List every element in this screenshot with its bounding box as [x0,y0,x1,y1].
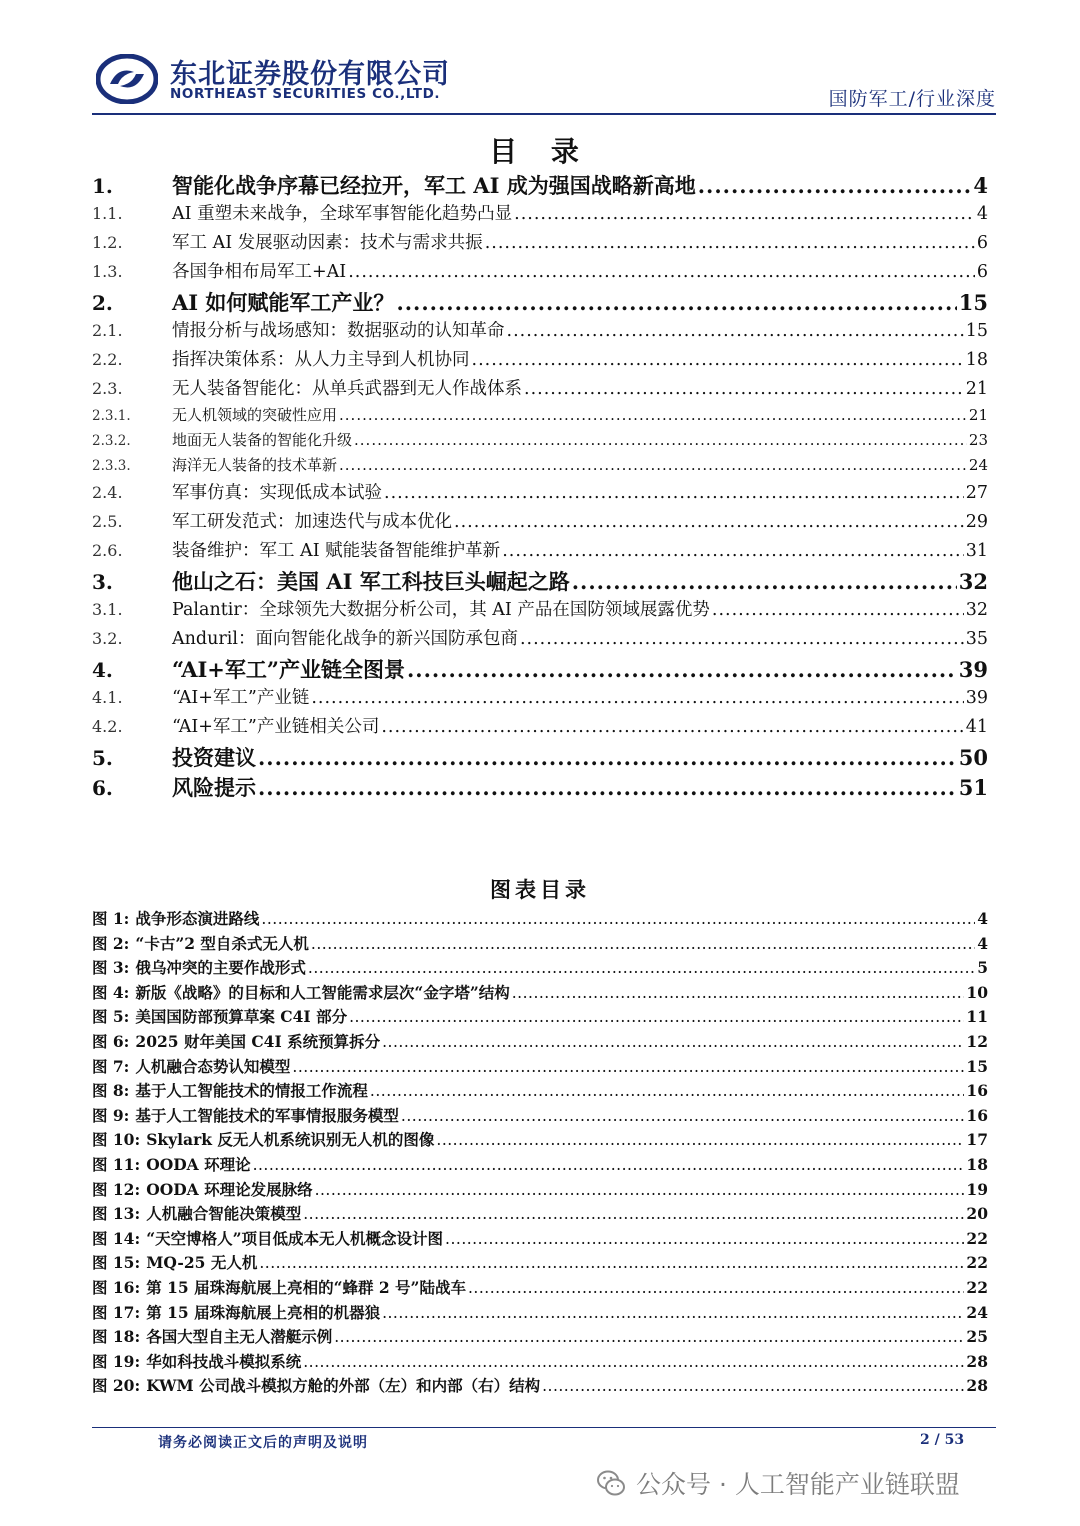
figure-leader-dots [303,1353,964,1371]
toc-entry-title: 他山之石：美国 AI 军工科技巨头崛起之路 [172,569,570,594]
toc-entry[interactable] [92,200,988,229]
figure-entry-page: 19 [966,1179,988,1199]
toc-entry[interactable] [92,684,988,713]
toc-leader-dots [712,600,964,620]
figure-entry-label: 图 6: [92,1031,130,1051]
figure-entry-page: 17 [966,1130,988,1150]
figure-leader-dots [334,1328,964,1346]
toc-entry-title: AI 重塑未来战争，全球军事智能化趋势凸显 [172,204,513,224]
figure-entry[interactable] [92,1030,988,1055]
figure-leader-dots [308,959,975,977]
figure-entry-title: OODA 环理论发展脉络 [146,1179,313,1199]
toc-leader-dots [572,569,957,594]
toc-entry-number: 2.3. [92,379,123,398]
toc-leader-dots [384,483,964,503]
figure-entry[interactable] [92,1276,988,1301]
figure-entry-title: 新版《战略》的目标和人工智能需求层次“金字塔”结构 [135,982,510,1002]
toc-entry-number: 2.2. [92,350,123,369]
figure-entry-title: 人机融合智能决策模型 [146,1204,302,1224]
toc-entry-page: 50 [958,745,988,770]
figure-leader-dots [542,1377,964,1395]
figure-entry-title: 各国大型自主无人潜艇示例 [146,1327,333,1347]
figure-leader-dots [349,1008,964,1026]
figure-list [92,907,988,1399]
toc-entry-title: 地面无人装备的智能化升级 [172,431,353,449]
figure-entry-page: 16 [966,1081,988,1101]
figure-entry[interactable] [92,1079,988,1104]
figure-entry[interactable] [92,932,988,957]
toc-entry-number: 1.3. [92,262,123,281]
toc-entry-page: 6 [976,233,988,253]
toc-entry[interactable] [92,170,988,200]
toc-entry-number: 6. [92,776,113,800]
toc-entry-title: 指挥决策体系：从人力主导到人机协同 [172,350,470,370]
figure-entry[interactable] [92,1202,988,1227]
figure-entry-page: 10 [966,982,988,1002]
figure-entry[interactable] [92,907,988,932]
figure-entry-label: 图 14: [92,1228,141,1248]
toc-entry-title: 情报分析与战场感知：数据驱动的认知革命 [172,321,505,341]
toc-leader-dots [381,717,963,737]
figure-entry-page: 28 [966,1376,988,1396]
toc-entry-number: 3. [92,570,113,594]
figure-entry-page: 11 [966,1007,988,1027]
page-number: 2 / 53 [920,1432,965,1448]
figure-entry-label: 图 11: [92,1154,141,1174]
figure-entry-title: 人机融合态势认知模型 [135,1056,291,1076]
toc-entry-number: 2.1. [92,321,123,340]
toc-entry[interactable] [92,537,988,566]
figure-entry-label: 图 13: [92,1204,141,1224]
toc-entry-number: 1.1. [92,204,123,223]
toc-entry-title: 投资建议 [172,745,256,770]
toc-entry-number: 4.2. [92,717,123,736]
figure-leader-dots [261,910,975,928]
toc-entry-page: 51 [958,775,988,800]
toc-entry-number: 2.5. [92,512,123,531]
toc-leader-dots [339,406,967,424]
toc-entry-number: 2.3.1. [92,408,131,424]
figure-entry-title: 美国国防部预算草案 C4I 部分 [135,1007,348,1027]
toc-entry-title: 无人装备智能化：从单兵武器到无人作战体系 [172,379,522,399]
figure-entry-page: 4 [977,933,988,953]
toc-leader-dots [485,233,975,253]
toc-entry-number: 2.3.2. [92,433,131,449]
toc-entry-number: 1.2. [92,233,123,252]
toc-entry-title: 各国争相布局军工+AI [172,262,347,282]
toc-entry-title: Anduril：面向智能化战争的新兴国防承包商 [172,629,518,649]
figure-entry-label: 图 2: [92,933,130,953]
figure-entry-label: 图 19: [92,1351,141,1371]
figure-entry-label: 图 3: [92,958,130,978]
northeast-securities-logo-icon [96,54,158,104]
toc-entry-title: 风险提示 [172,775,256,800]
figure-leader-dots [311,935,975,953]
toc-entry-title: 军工研发范式：加速迭代与成本优化 [172,512,452,532]
toc-leader-dots [354,431,967,449]
figure-leader-dots [382,1033,964,1051]
toc-entry[interactable] [92,625,988,654]
toc-entry-page: 32 [958,569,988,594]
toc-entry[interactable] [92,596,988,625]
figure-entry-page: 22 [966,1277,988,1297]
toc-entry-page: 4 [976,204,988,224]
figure-entry-label: 图 18: [92,1327,141,1347]
figure-entry-page: 15 [966,1056,988,1076]
toc-entry[interactable] [92,429,988,454]
toc-leader-dots [507,321,964,341]
toc-entry[interactable] [92,287,988,317]
toc-leader-dots [258,745,957,770]
figure-entry-page: 12 [966,1031,988,1051]
figure-entry-title: OODA 环理论 [146,1154,251,1174]
figure-entry-page: 5 [977,958,988,978]
toc-entry-page: 4 [973,173,988,198]
figure-list-title: 图表目录 [490,877,590,902]
toc-leader-dots [311,688,963,708]
toc-leader-dots [520,629,964,649]
footer-divider [92,1427,996,1428]
figure-entry[interactable] [92,1005,988,1030]
figure-entry-title: 第 15 届珠海航展上亮相的机器狼 [146,1302,381,1322]
toc-entry-title: Palantir：全球领先大数据分析公司，其 AI 产品在国防领域展露优势 [172,600,710,620]
toc-entry-number: 5. [92,746,113,770]
toc-leader-dots [258,775,957,800]
figure-entry-page: 22 [966,1228,988,1248]
toc-leader-dots [502,541,964,561]
figure-entry-label: 图 16: [92,1277,141,1297]
toc-entry[interactable] [92,566,988,596]
figure-entry-page: 28 [966,1351,988,1371]
toc-entry-number: 4.1. [92,688,123,707]
toc-entry-number: 3.1. [92,600,123,619]
toc-entry-title: “AI+军工”产业链相关公司 [172,717,380,737]
figure-entry-title: 第 15 届珠海航展上亮相的“蜂群 2 号”陆战车 [146,1277,466,1297]
toc-entry[interactable] [92,654,988,684]
toc-entry[interactable] [92,258,988,287]
figure-entry-label: 图 5: [92,1007,130,1027]
toc-entry-title: “AI+军工”产业链全图景 [172,657,405,682]
toc-entry-page: 21 [968,406,988,424]
figure-entry-title: Skylark 反无人机系统识别无人机的图像 [146,1130,435,1150]
figure-entry-label: 图 10: [92,1130,141,1150]
toc-entry-title: 装备维护：军工 AI 赋能装备智能维护革新 [172,541,501,561]
toc-entry-number: 2. [92,291,113,315]
toc-leader-dots [514,204,975,224]
figure-leader-dots [370,1082,965,1100]
toc-entry[interactable] [92,454,988,479]
figure-entry[interactable] [92,1055,988,1080]
figure-entry-label: 图 1: [92,909,130,928]
figure-entry-title: 战争形态演进路线 [135,909,260,928]
toc-entry[interactable] [92,229,988,258]
toc-entry[interactable] [92,317,988,346]
toc-entry-page: 39 [958,657,988,682]
figure-leader-dots [303,1205,964,1223]
figure-entry-page: 4 [977,909,988,928]
figure-leader-dots [468,1279,964,1297]
figure-entry[interactable] [92,1251,988,1276]
figure-entry[interactable] [92,981,988,1006]
toc-entry-page: 35 [965,629,988,649]
toc-entry[interactable] [92,508,988,537]
figure-entry-label: 图 9: [92,1105,130,1125]
toc-entry-title: 海洋无人装备的技术革新 [172,456,338,474]
header-divider [92,113,996,115]
figure-entry[interactable] [92,1325,988,1350]
report-category: 国防军工/行业深度 [828,88,996,110]
toc-entry-page: 21 [965,379,988,399]
toc-leader-dots [454,512,964,532]
toc-entry[interactable] [92,479,988,508]
toc-leader-dots [524,379,964,399]
figure-entry-page: 24 [966,1302,988,1322]
figure-entry-label: 图 20: [92,1376,141,1396]
figure-entry-title: “天空博格人”项目低成本无人机概念设计图 [146,1228,444,1248]
figure-entry-page: 16 [966,1105,988,1125]
toc-entry[interactable] [92,713,988,742]
toc-list [92,170,988,802]
figure-entry-title: 华如科技战斗模拟系统 [146,1351,302,1371]
figure-entry-title: KWM 公司战斗模拟方舱的外部（左）和内部（右）结构 [146,1376,541,1396]
watermark-text: 公众号 · 人工智能产业链联盟 [636,1470,960,1499]
toc-leader-dots [396,290,956,315]
toc-entry[interactable] [92,346,988,375]
figure-leader-dots [253,1156,965,1174]
figure-entry-label: 图 15: [92,1253,141,1273]
toc-entry[interactable] [92,404,988,429]
figure-entry-label: 图 4: [92,982,130,1002]
toc-entry-number: 2.4. [92,483,123,502]
toc-entry-page: 23 [968,431,988,449]
figure-entry-title: “卡古”2 型自杀式无人机 [135,933,309,953]
toc-entry[interactable] [92,742,988,772]
figure-entry[interactable] [92,1104,988,1129]
figure-leader-dots [292,1058,964,1076]
toc-entry-number: 1. [92,174,113,198]
figure-entry-title: 俄乌冲突的主要作战形式 [135,958,306,978]
figure-leader-dots [401,1107,965,1125]
figure-leader-dots [315,1181,965,1199]
toc-leader-dots [348,262,975,282]
toc-entry-number: 2.6. [92,541,123,560]
figure-entry-page: 20 [966,1204,988,1224]
figure-entry[interactable] [92,1153,988,1178]
toc-entry-page: 29 [965,512,988,532]
toc-entry-title: AI 如何赋能军工产业？ [172,290,395,315]
figure-entry-label: 图 17: [92,1302,141,1322]
figure-leader-dots [382,1304,964,1322]
toc-entry-page: 24 [968,456,988,474]
toc-entry-page: 15 [958,290,988,315]
toc-entry-page: 15 [965,321,988,341]
toc-entry-page: 31 [965,541,988,561]
figure-entry-title: 基于人工智能技术的军事情报服务模型 [135,1105,399,1125]
toc-entry[interactable] [92,772,988,802]
figure-leader-dots [259,1254,964,1272]
page-header [0,0,1080,120]
toc-leader-dots [339,456,967,474]
figure-entry-title: MQ-25 无人机 [146,1253,258,1273]
toc-entry-number: 4. [92,658,113,682]
toc-entry-title: 军工 AI 发展驱动因素：技术与需求共振 [172,233,483,253]
figure-entry[interactable] [92,1350,988,1375]
toc-entry-page: 39 [965,688,988,708]
figure-entry-title: 基于人工智能技术的情报工作流程 [135,1081,368,1101]
figure-entry[interactable] [92,956,988,981]
company-name-en: NORTHEAST SECURITIES CO.,LTD. [170,86,441,102]
toc-entry[interactable] [92,375,988,404]
toc-entry-number: 2.3.3. [92,458,131,474]
toc-leader-dots [407,657,957,682]
figure-entry-page: 22 [966,1253,988,1273]
figure-leader-dots [512,984,965,1002]
figure-entry[interactable] [92,1227,988,1252]
toc-entry-page: 41 [965,717,988,737]
figure-entry[interactable] [92,1301,988,1326]
toc-entry-title: 智能化战争序幕已经拉开，军工 AI 成为强国战略新高地 [172,173,696,198]
toc-entry-title: 无人机领域的突破性应用 [172,406,338,424]
figure-entry-page: 25 [966,1327,988,1347]
toc-entry-page: 27 [965,483,988,503]
footer-disclaimer: 请务必阅读正文后的声明及说明 [158,1435,368,1451]
figure-entry[interactable] [92,1178,988,1203]
figure-entry[interactable] [92,1374,988,1399]
figure-entry-page: 18 [966,1154,988,1174]
toc-entry-page: 18 [965,350,988,370]
figure-entry-label: 图 7: [92,1056,130,1076]
toc-entry-title: 军事仿真：实现低成本试验 [172,483,382,503]
wechat-icon [596,1468,626,1498]
figure-leader-dots [436,1131,964,1149]
toc-title: 目 录 [489,135,591,168]
figure-entry-title: 2025 财年美国 C4I 系统预算拆分 [135,1031,381,1051]
toc-entry-title: “AI+军工”产业链 [172,688,310,708]
figure-leader-dots [445,1230,964,1248]
toc-leader-dots [698,173,972,198]
toc-leader-dots [472,350,964,370]
toc-entry-number: 3.2. [92,629,123,648]
wechat-watermark [596,1460,960,1506]
company-name-cn: 东北证券股份有限公司 [170,59,450,90]
toc-entry-page: 6 [976,262,988,282]
figure-entry-label: 图 12: [92,1179,141,1199]
figure-entry[interactable] [92,1128,988,1153]
figure-entry-label: 图 8: [92,1081,130,1101]
toc-entry-page: 32 [965,600,988,620]
